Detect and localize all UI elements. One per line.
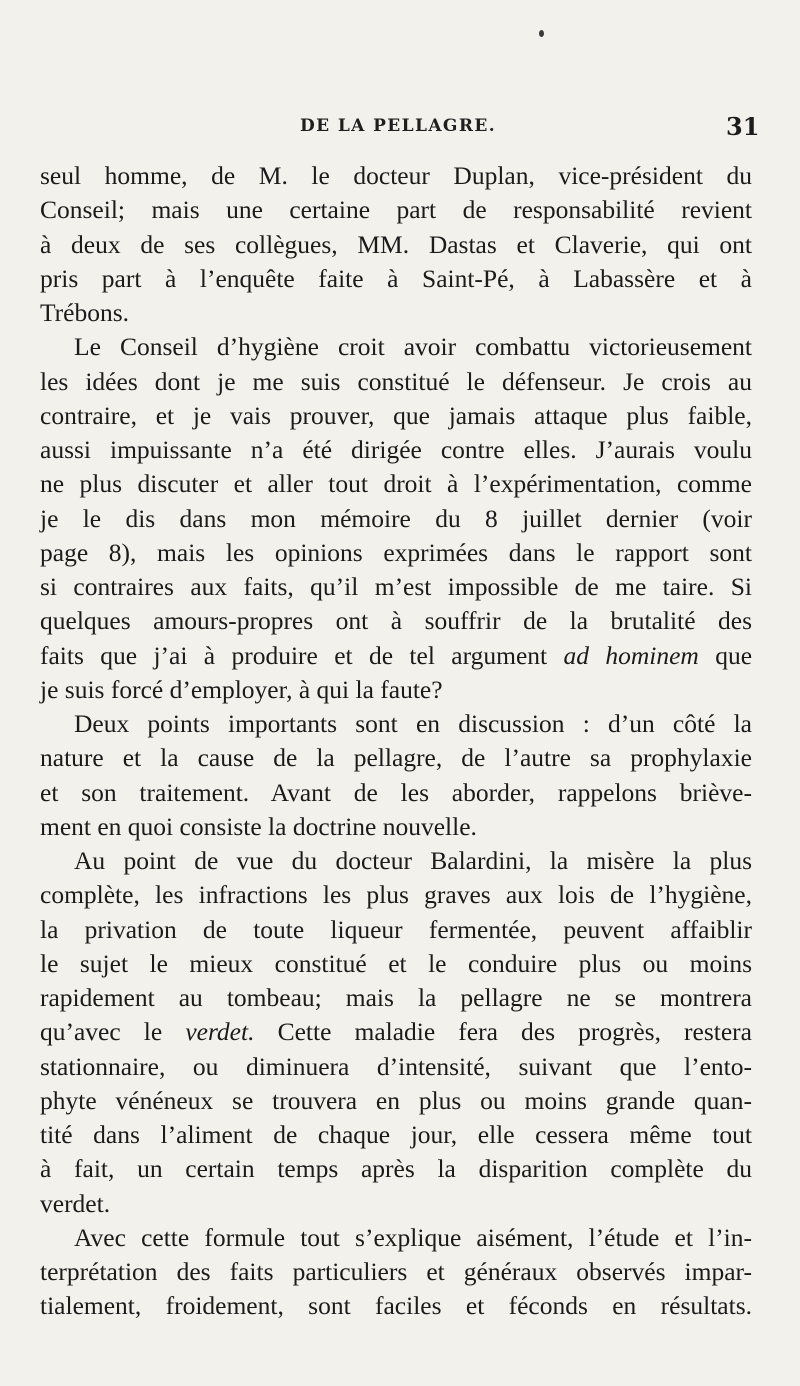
text-line: à fait, un certain temps après la disparition complète du	[40, 1154, 752, 1184]
text-line: nature et la cause de la pellagre, de l’autre sa prophylaxie	[40, 743, 752, 773]
text-line: Le Conseil d’hygiène croit avoir combattu victorieusement	[74, 332, 752, 362]
text-line: si contraires aux faits, qu’il m’est impossible de me taire. Si	[40, 572, 752, 601]
text-line: rapidement au tombeau; mais la pellagre ne se montrera	[40, 983, 752, 1012]
ink-speck	[539, 30, 544, 37]
paragraph	[40, 844, 752, 1221]
text-line: Deux points importants sont en discussion : d’un côté la	[74, 709, 752, 738]
text-line: la privation de toute liqueur fermentée, peuvent affaiblir	[40, 914, 752, 944]
running-head	[0, 112, 800, 146]
text-line: verdet.	[40, 1188, 111, 1218]
text-line: ne plus discuter et aller tout droit à l’expérimentation, comme	[40, 469, 752, 499]
text-line: Avec cette formule tout s’explique aisément, l’étude et l’in-	[74, 1222, 752, 1252]
text-line: seul homme, de M. le docteur Duplan, vice-président du	[40, 161, 752, 190]
italic-phrase: ad hominem	[563, 640, 699, 670]
text-line: complète, les infractions les plus graves aux lois de l’hygiène,	[40, 880, 752, 910]
text-line: tialement, froidement, sont faciles et féconds en résultats.	[40, 1291, 752, 1321]
text-line: à deux de ses collègues, MM. Dastas et Claverie, qui ont	[40, 229, 752, 259]
text-line: le sujet le mieux constitué et le conduire plus ou moins	[40, 948, 752, 978]
text-run: qu’avec le	[40, 1017, 186, 1047]
text-run: Cette maladie fera des progrès, restera	[254, 1017, 752, 1047]
text-line: pris part à l’enquête faite à Saint-Pé, à Labassère et à	[40, 263, 752, 293]
text-line: Conseil; mais une certaine part de responsabilité revient	[40, 195, 752, 225]
text-line: Au point de vue du docteur Balardini, la misère la plus	[74, 846, 752, 875]
text-line: stationnaire, ou diminuera d’intensité, suivant que l’ento-	[40, 1051, 752, 1081]
paragraph	[40, 330, 752, 707]
text-line: terprétation des faits particuliers et généraux observés impar-	[40, 1257, 752, 1286]
paragraph	[40, 707, 752, 844]
text-line: Trébons.	[40, 298, 130, 327]
text-line: je suis forcé d’employer, à qui la faute?	[40, 674, 443, 704]
paragraph	[40, 159, 752, 330]
italic-word: verdet.	[185, 1017, 255, 1047]
text-line: quelques amours-propres ont à souffrir de la brutalité des	[40, 606, 752, 636]
text-line: je le dis dans mon mémoire du 8 juillet dernier (voir	[40, 503, 752, 533]
paragraph	[40, 1221, 752, 1324]
text-run: que	[698, 640, 753, 670]
text-line: ment en quoi consiste la doctrine nouvelle.	[40, 811, 477, 841]
text-line: tité dans l’aliment de chaque jour, elle cessera même tout	[40, 1120, 752, 1149]
text-line: phyte vénéneux se trouvera en plus ou moins grande quan-	[40, 1085, 752, 1115]
text-line-with-italic	[40, 639, 752, 673]
text-run: faits que j’ai à produire et de tel argument	[40, 640, 564, 670]
text-line-with-italic	[40, 1015, 752, 1049]
text-line: page 8), mais les opinions exprimées dans le rapport sont	[40, 537, 752, 567]
running-title: DE LA PELLAGRE.	[300, 116, 497, 136]
text-line: et son traitement. Avant de les aborder, rappelons briève-	[40, 777, 752, 807]
text-line: aussi impuissante n’a été dirigée contre elles. J’aurais voulu	[40, 435, 752, 464]
body-text	[40, 159, 752, 1324]
page-number: 31	[726, 112, 760, 141]
text-line: les idées dont je me suis constitué le défenseur. Je crois au	[40, 366, 752, 396]
text-line: contraire, et je vais prouver, que jamais attaque plus faible,	[40, 400, 752, 430]
